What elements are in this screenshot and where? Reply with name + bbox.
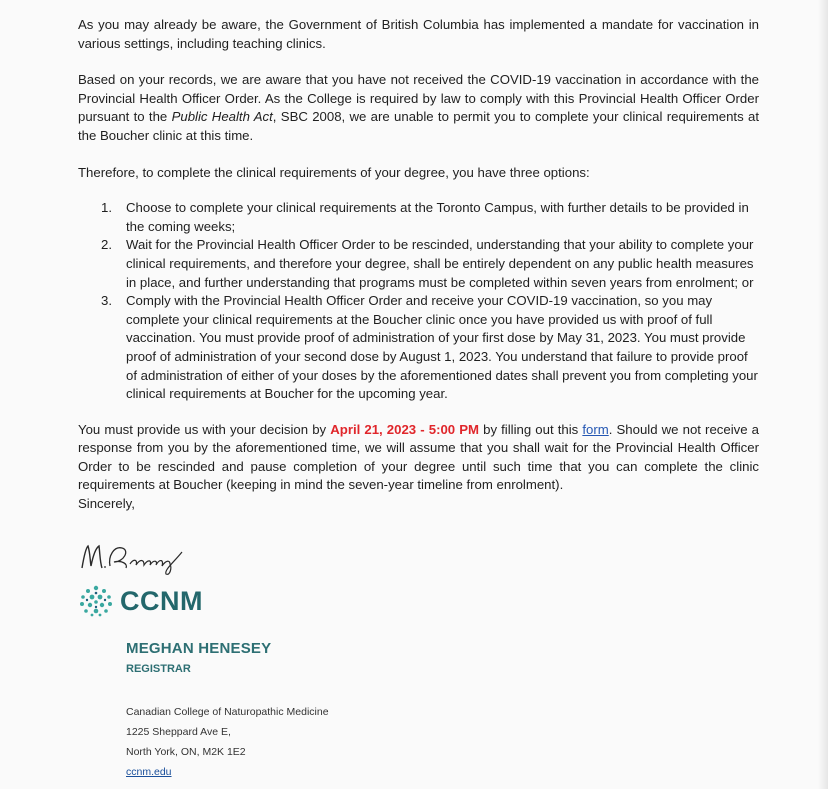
paragraph-options-intro: Therefore, to complete the clinical requirements of your degree, you have three options:	[78, 164, 590, 180]
handwritten-signature	[78, 538, 208, 578]
signatory	[126, 640, 271, 675]
option-number: 2.	[101, 237, 112, 253]
closing: Sincerely,	[78, 496, 135, 512]
decision-text-b: by filling out this	[479, 421, 583, 437]
records-text-b: , SBC 2008, we are unable to permit you to complete your clinical requirements at the Boucher clinic at this time.	[78, 109, 759, 143]
form-link[interactable]: form	[582, 421, 609, 437]
deadline-date: April 21, 2023 - 5:00 PM	[330, 421, 480, 437]
list-item	[78, 236, 759, 292]
option-text: Comply with the Provincial Health Officer Order and receive your COVID-19 vaccination, so you may complete your clinical requirements at the Boucher clinic once you have provided us with proof of full vaccination. You must provide proof of administration of your first dose by May 31, 2023. You must provide proof of administration of your second dose by August 1, 2023. You understand that failure to provide proof of administration of either of your doses by the aforementioned dates shall prevent you from completing your clinical requirements at Boucher for the upcoming year.	[126, 293, 758, 402]
website-link[interactable]: ccnm.edu	[126, 766, 172, 778]
list-item	[78, 199, 759, 236]
letter-body	[78, 16, 759, 514]
address-line: Canadian College of Naturopathic Medicine	[126, 706, 329, 718]
signatory-name: MEGHAN HENESEY	[126, 640, 272, 657]
logo-text: CCNM	[120, 585, 203, 616]
address-line: North York, ON, M2K 1E2	[126, 746, 246, 758]
option-text: Choose to complete your clinical requirements at the Toronto Campus, with further details to be provided in the coming weeks;	[126, 200, 749, 234]
signatory-title: REGISTRAR	[126, 663, 191, 675]
page-edge	[818, 0, 828, 789]
list-item	[78, 292, 759, 404]
options-list	[78, 199, 759, 404]
records-text-a: Based on your records, we are aware that you have not received the COVID-19 vaccination in accordance with the Provincial Health Officer Order. As the College is required by law to comply with this Provincial Health Officer Order pursuant to the	[78, 72, 759, 125]
option-number: 1.	[101, 200, 112, 216]
paragraph-decision	[78, 421, 759, 495]
college-address	[126, 702, 329, 782]
decision-text-c: . Should we not receive a response from you by the aforementioned time, we will assume that you shall wait for the Provincial Health Officer Order to be rescinded and pause completion of your degree until such time that you can complete the clinic requirements at Boucher (keeping in mind the seven-year timeline from enrolment).	[78, 421, 759, 493]
ccnm-logo-mark-icon	[78, 584, 114, 618]
option-number: 3.	[101, 293, 112, 309]
paragraph-intro: As you may already be aware, the Government of British Columbia has implemented a mandate for vaccination in various settings, including teaching clinics.	[78, 17, 759, 51]
decision-text-a: You must provide us with your decision by	[78, 421, 331, 437]
paragraph-records	[78, 71, 759, 145]
address-line: 1225 Sheppard Ave E,	[126, 726, 231, 738]
public-health-act: Public Health Act	[171, 109, 273, 125]
ccnm-logo	[78, 584, 218, 618]
option-text: Wait for the Provincial Health Officer Order to be rescinded, understanding that your ability to complete your clinical requirements, and therefore your degree, shall be entirely dependent on any public health measures in place, and further understanding that programs must be completed within seven years from enrolment; or	[126, 237, 754, 290]
